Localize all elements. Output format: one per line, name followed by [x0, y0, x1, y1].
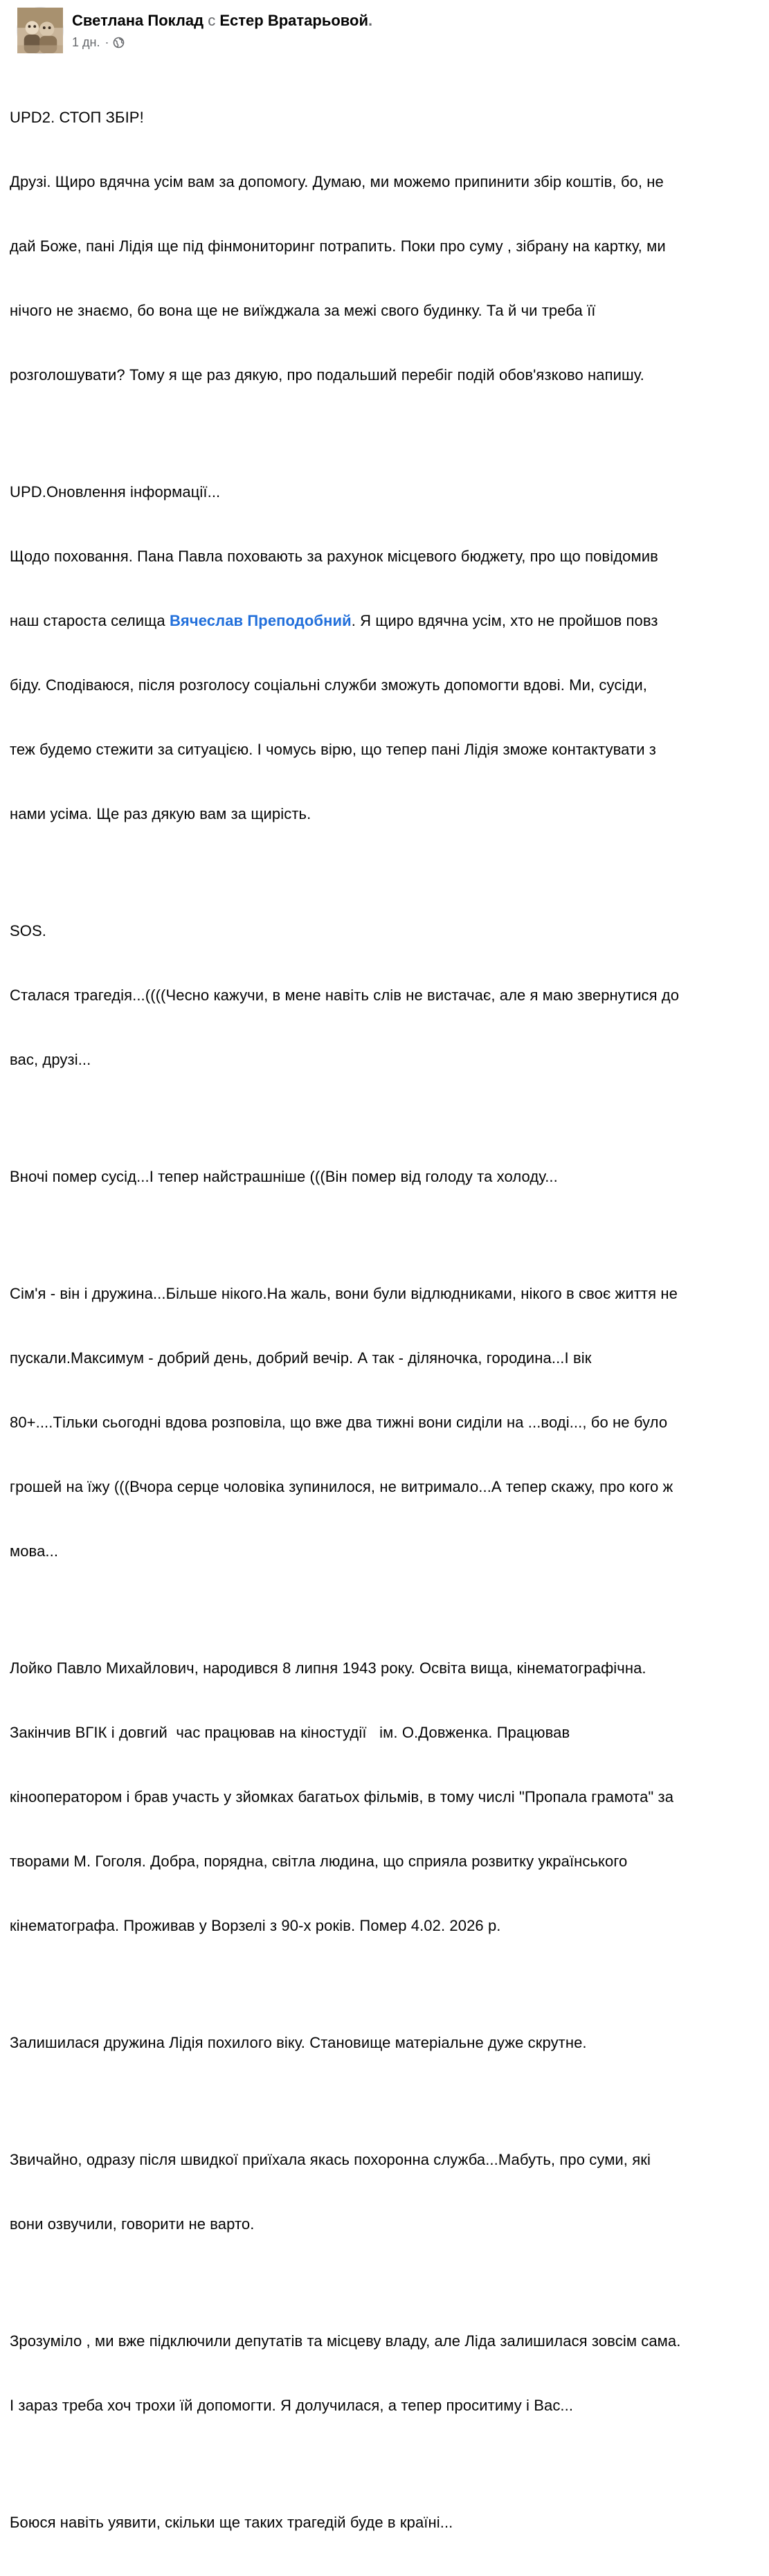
text-line: пускали.Максимум - добрий день, добрий вечір. А так - діляночка, городина...І вік	[10, 1349, 592, 1367]
profile-photo-icon	[17, 8, 63, 53]
text-line: вас, друзі...	[10, 1051, 91, 1068]
author-avatar[interactable]	[17, 7, 64, 54]
text-line: Лойко Павло Михайлович, народився 8 липня 1943 року. Освіта вища, кінематографічна.	[10, 1659, 646, 1677]
author-name[interactable]: Светлана Поклад	[72, 12, 204, 29]
text-line: творами М. Гоголя. Добра, порядна, світла людина, що сприяла розвитку українського	[10, 1853, 628, 1870]
text-line: дай Боже, пані Лідія ще під фінмониторинг потрапить. Поки про суму , зібрану на картку, ми	[10, 237, 666, 255]
paragraph-upd	[10, 438, 761, 867]
post-header	[10, 0, 761, 64]
text-line: біду. Сподіваюся, після розголосу соціальні служби зможуть допомогти вдові. Ми, сусіди,	[10, 676, 647, 694]
text-line: SOS.	[10, 922, 46, 939]
text-segment: наш староста селища	[10, 612, 170, 629]
post-body	[10, 64, 761, 2576]
meta-separator: ·	[105, 35, 109, 49]
paragraph-funeral-service	[10, 2106, 761, 2278]
text-line: І зараз треба хоч трохи їй допомогти. Я долучилася, а тепер проситиму і Вас...	[10, 2397, 574, 2414]
text-line: Закінчив ВГІК і довгий час працював на кіностудії ім. О.Довженка. Працював	[10, 1724, 570, 1741]
paragraph-help	[10, 2287, 761, 2459]
text-line: нами усіма. Ще раз дякую вам за щирість.	[10, 805, 311, 822]
paragraph-widow	[10, 1989, 761, 2096]
text-line: розголошувати? Тому я ще раз дякую, про подальший перебіг подій обов'язково напишу.	[10, 366, 644, 384]
post-header-text	[72, 11, 372, 50]
text-line: теж будемо стежити за ситуацією. І чомусь вірю, що тепер пані Лідія зможе контактувати з	[10, 741, 656, 758]
text-line: Боюся навіть уявити, скільки ще таких трагедій буде в країні...	[10, 2514, 453, 2531]
text-line: 80+....Тільки сьогодні вдова розповіла, що вже два тижні вони сиділи на ...воді..., бо не було	[10, 1414, 668, 1431]
text-line: Друзі. Щиро вдячна усім вам за допомогу. Думаю, ми можемо припинити збір коштів, бо, не	[10, 173, 664, 190]
text-line: Вночі помер сусід...І тепер найстрашніше (((Він помер від голоду та холоду...	[10, 1168, 558, 1185]
paragraph-night	[10, 1123, 761, 1230]
text-line: Зрозуміло , ми вже підключили депутатів та місцеву владу, але Ліда залишилася зовсім сама.	[10, 2332, 681, 2350]
text-line: Щодо поховання. Пана Павла поховають за рахунок місцевого бюджету, про що повідомив	[10, 548, 658, 565]
paragraph-upd2	[10, 64, 761, 429]
text-line: Звичайно, одразу після швидкої приїхала якась похоронна служба...Мабуть, про суми, які	[10, 2151, 651, 2168]
tagged-person[interactable]: Естер Вратарьовой	[219, 12, 368, 29]
text-line: Залишилася дружина Лідія похилого віку. Становище матеріальне дуже скрутне.	[10, 2034, 587, 2051]
globe-icon[interactable]	[113, 37, 125, 48]
tagged-suffix: .	[368, 12, 373, 29]
text-line: грошей на їжу (((Вчора серце чоловіка зупинилося, не витримало...А тепер скажу, про кого ж	[10, 1478, 673, 1495]
paragraph-family	[10, 1240, 761, 1605]
text-segment: . Я щиро вдячна усім, хто не пройшов повз	[351, 612, 658, 629]
text-line: кінооператором і брав участь у зйомках багатьох фільмів, в тому числі "Пропала грамота" за	[10, 1788, 674, 1805]
author-line	[72, 11, 372, 30]
paragraph-sos	[10, 877, 761, 1113]
mention-link[interactable]: Вячеслав Преподобний	[169, 612, 352, 629]
text-line: Сім'я - він і дружина...Більше нікого.На жаль, вони були відлюдниками, нікого в своє життя не	[10, 1285, 678, 1302]
with-word: с	[208, 12, 216, 29]
text-line-with-mention	[10, 610, 761, 631]
text-line: Сталася трагедія...((((Чесно кажучи, в мене навіть слів не вистачає, але я маю звернутися до	[10, 987, 680, 1004]
text-line: мова...	[10, 1542, 59, 1560]
text-line: кінематографа. Проживав у Ворзелі з 90-х років. Помер 4.02. 2026 р.	[10, 1917, 501, 1934]
post-meta	[72, 35, 372, 50]
paragraph-biography	[10, 1614, 761, 1979]
text-line: нічого не знаємо, бо вона ще не виїжджала за межі свого будинку. Та й чи треба її	[10, 302, 596, 319]
text-line: вони озвучили, говорити не варто.	[10, 2215, 255, 2233]
text-line: UPD.Оновлення інформації...	[10, 483, 221, 501]
paragraph-closing	[10, 2469, 761, 2576]
text-line: UPD2. СТОП ЗБІР!	[10, 109, 144, 126]
post-timestamp[interactable]: 1 дн.	[72, 35, 100, 49]
